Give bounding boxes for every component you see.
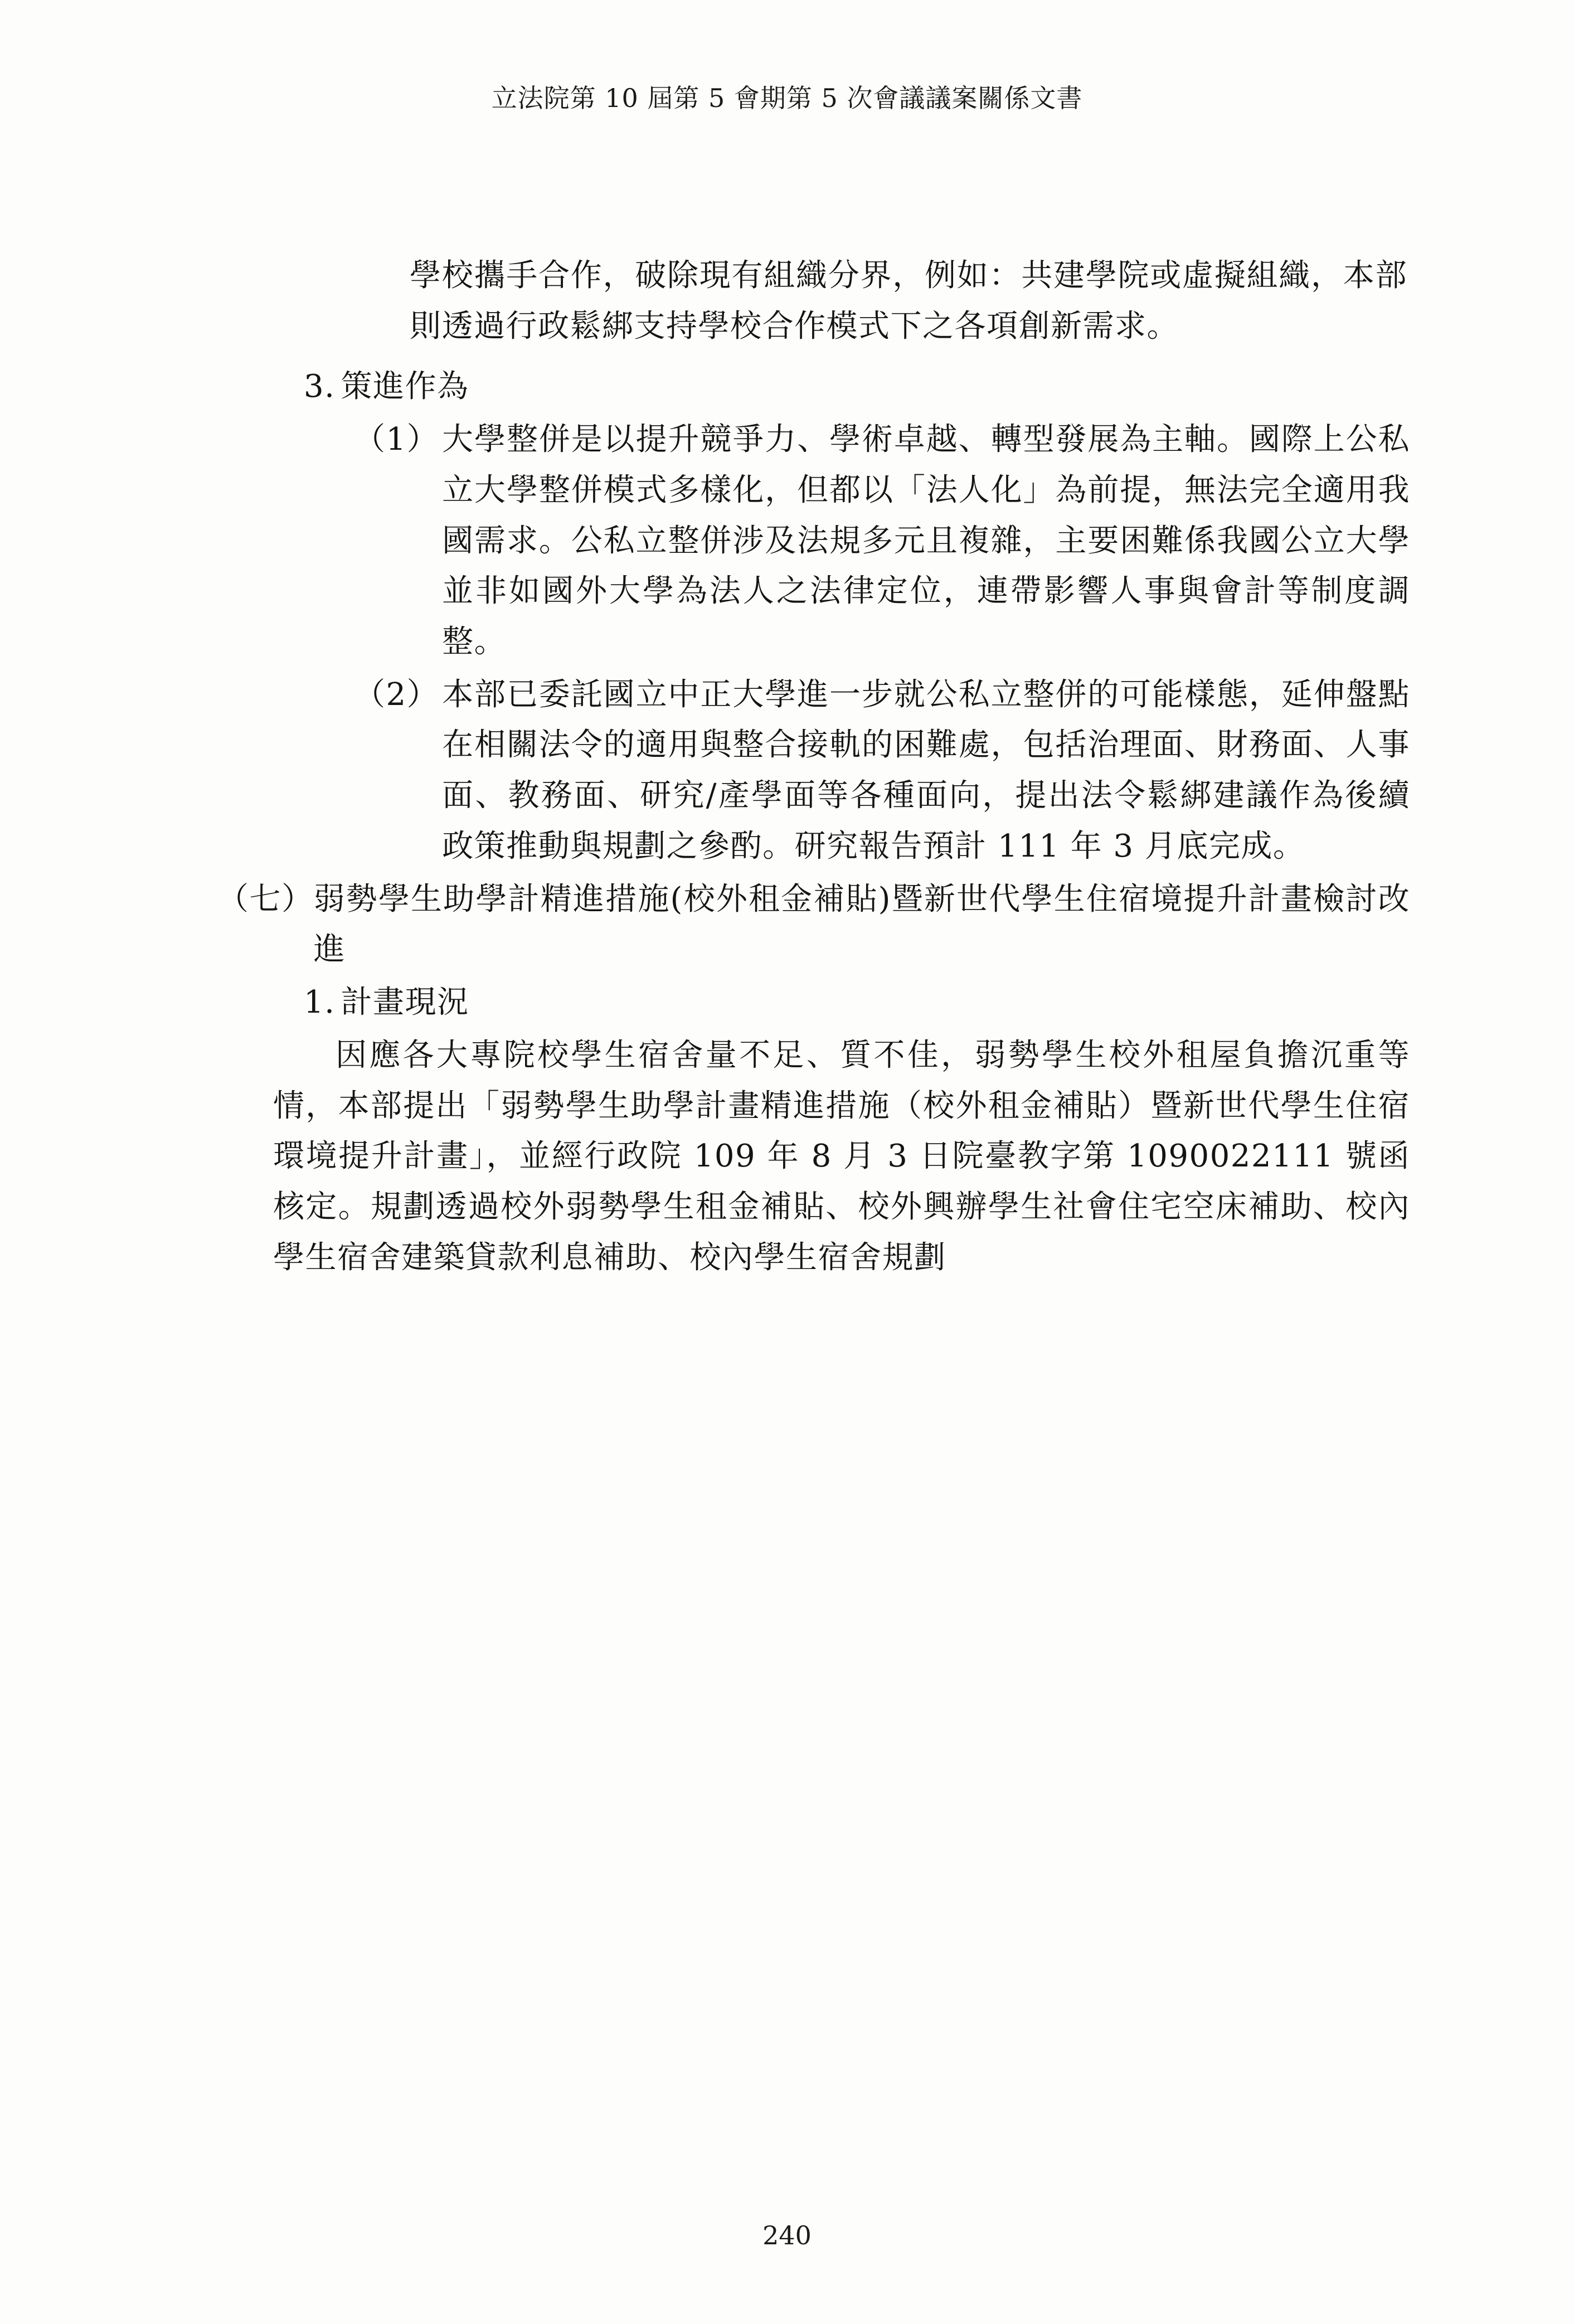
- section-3-marker: 3.: [304, 368, 336, 405]
- sub-section-marker: 1.: [304, 984, 336, 1021]
- document-body: [184, 251, 1410, 1285]
- list-item-text: 大學整併是以提升競爭力、學術卓越、轉型發展為主軸。國際上公私立大學整併模式多樣化，但都以「法人化」為前提，無法完全適用我國需求。公私立整併涉及法規多元且複雜，主要困難係我國公立大學並非如國外大學為法人之法律定位，連帶影響人事與會計等制度調整。: [442, 421, 1410, 660]
- list-marker: （1）: [354, 421, 439, 458]
- spacer: [184, 354, 1410, 362]
- page-number: 240: [762, 2220, 812, 2250]
- section-7-heading: [217, 874, 1410, 975]
- list-item-text: 本部已委託國立中正大學進一步就公私立整併的可能樣態，延伸盤點在相關法令的適用與整合接軌的困難處，包括治理面、財務面、人事面、教務面、研究/產學面等各種面向，提出法令鬆綁建議作為後續政策推動與規劃之參酌。研究報告預計 111 年 3 月底完成。: [442, 676, 1410, 864]
- section-3-heading: [304, 362, 1410, 412]
- section-7-marker: （七）: [217, 881, 314, 917]
- section-7-sub-1-paragraph: 因應各大專院校學生宿舍量不足、質不佳，弱勢學生校外租屋負擔沉重等情，本部提出「弱勢學生助學計畫精進措施（校外租金補貼）暨新世代學生住宿環境提升計畫」，並經行政院 109 年 8 月 3 日院臺教字第 1090022111 號函核定。規劃透過校外弱勢學生租金補貼、校外興辦學生社會住宅空床補助、校內學生宿舍建築貸款利息補助、校內學生宿舍規劃: [273, 1037, 1410, 1276]
- page-header: 立法院第 10 屆第 5 會期第 5 次會議議案關係文書: [491, 83, 1083, 113]
- section-3-item-1: [354, 415, 1410, 668]
- section-7-title: 弱勢學生助學計精進措施(校外租金補貼)暨新世代學生住宿境提升計畫檢討改進: [313, 881, 1410, 968]
- list-marker: （2）: [354, 676, 439, 713]
- continuation-paragraph: 學校攜手合作，破除現有組織分界，例如：共建學院或虛擬組織，本部則透過行政鬆綁支持學校合作模式下之各項創新需求。: [410, 257, 1407, 344]
- section-3-item-2: [354, 670, 1410, 872]
- section-7-sub-1-heading: [304, 978, 1410, 1028]
- sub-section-title: 計畫現況: [341, 984, 469, 1021]
- section-3-title: 策進作為: [341, 368, 469, 405]
